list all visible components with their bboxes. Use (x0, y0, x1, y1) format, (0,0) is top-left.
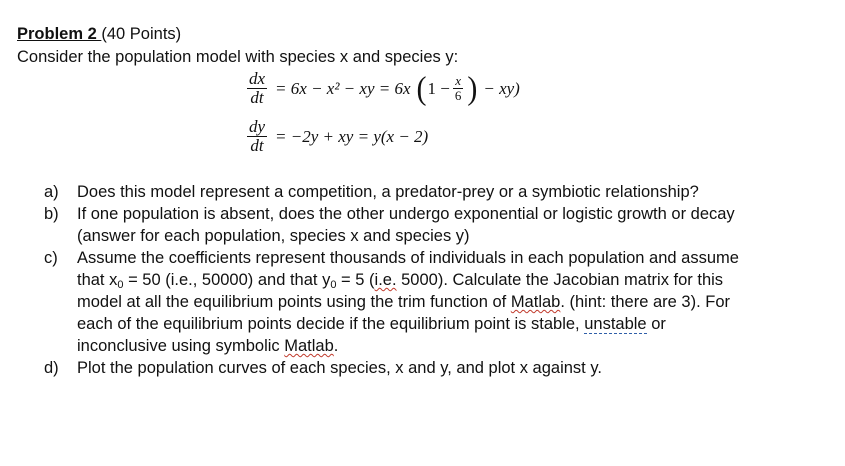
spellcheck-word: Matlab (510, 293, 561, 311)
question-text-line (77, 291, 824, 313)
grammar-word: unstable (584, 315, 647, 333)
fraction-dy-dt (247, 118, 267, 155)
text-span: each of the equilibrium points decide if the equilibrium point is stable, (77, 315, 585, 333)
spellcheck-word: i.e. (374, 271, 397, 289)
equation-inner-one: 1 − (427, 78, 450, 98)
text-span: = 5 ( (336, 271, 375, 289)
fraction-denominator: dt (250, 136, 264, 155)
question-text-line (77, 269, 824, 291)
equation-rhs: = 6x − x² − xy = 6x (275, 78, 411, 98)
list-marker: b) (44, 205, 59, 223)
question-text: If one population is absent, does the other undergo exponential or logistic growth or decay (77, 205, 735, 223)
question-text: (answer for each population, species x and species y) (77, 227, 470, 245)
problem-heading (17, 23, 181, 45)
question-list (44, 181, 824, 379)
fraction-denominator: 6 (454, 88, 462, 103)
text-span: 5000). Calculate the Jacobian matrix for this (396, 271, 724, 289)
text-span: model at all the equilibrium points using the trim function of (77, 293, 511, 311)
fraction-numerator: dy (249, 117, 266, 136)
question-text: Assume the coefficients represent thousands of individuals in each population and assume (77, 249, 739, 267)
close-paren: ) (467, 69, 478, 107)
question-item-c (44, 247, 824, 357)
subscript: 0 (117, 279, 124, 291)
question-item-b (44, 203, 824, 247)
equation-tail: − xy) (483, 78, 520, 98)
list-marker: a) (44, 183, 59, 201)
question-text: Does this model represent a competition, a predator-prey or a symbiotic relationship? (77, 183, 699, 201)
fraction-numerator: dx (249, 69, 266, 88)
text-span: = 50 (i.e., 50000) and that y (123, 271, 331, 289)
text-span: inconclusive using symbolic (77, 337, 285, 355)
list-marker: c) (44, 249, 58, 267)
text-span: . (333, 337, 339, 355)
list-marker: d) (44, 359, 59, 377)
text-span: that x (77, 271, 118, 289)
problem-points: (40 Points) (101, 25, 182, 43)
equation-dy-dt (244, 118, 428, 155)
spellcheck-word: Matlab (284, 337, 334, 355)
open-paren: ( (416, 69, 427, 107)
equation-rhs: = −2y + xy = y(x − 2) (275, 126, 429, 146)
question-text-line (77, 335, 824, 357)
subscript: 0 (330, 279, 337, 291)
problem-intro: Consider the population model with species x and species y: (17, 48, 459, 66)
problem-number: Problem 2 (17, 25, 102, 43)
fraction-dx-dt (247, 70, 267, 107)
question-text: Plot the population curves of each species, x and y, and plot x against y. (77, 359, 602, 377)
fraction-x-6 (453, 74, 464, 103)
question-item-d (44, 357, 824, 379)
question-item-a (44, 181, 824, 203)
fraction-denominator: dt (250, 88, 264, 107)
question-text-line (77, 313, 824, 335)
fraction-numerator: x (455, 73, 461, 88)
equation-dx-dt (244, 70, 520, 107)
text-span: or (646, 315, 666, 333)
text-span: . (hint: there are 3). For (560, 293, 730, 311)
